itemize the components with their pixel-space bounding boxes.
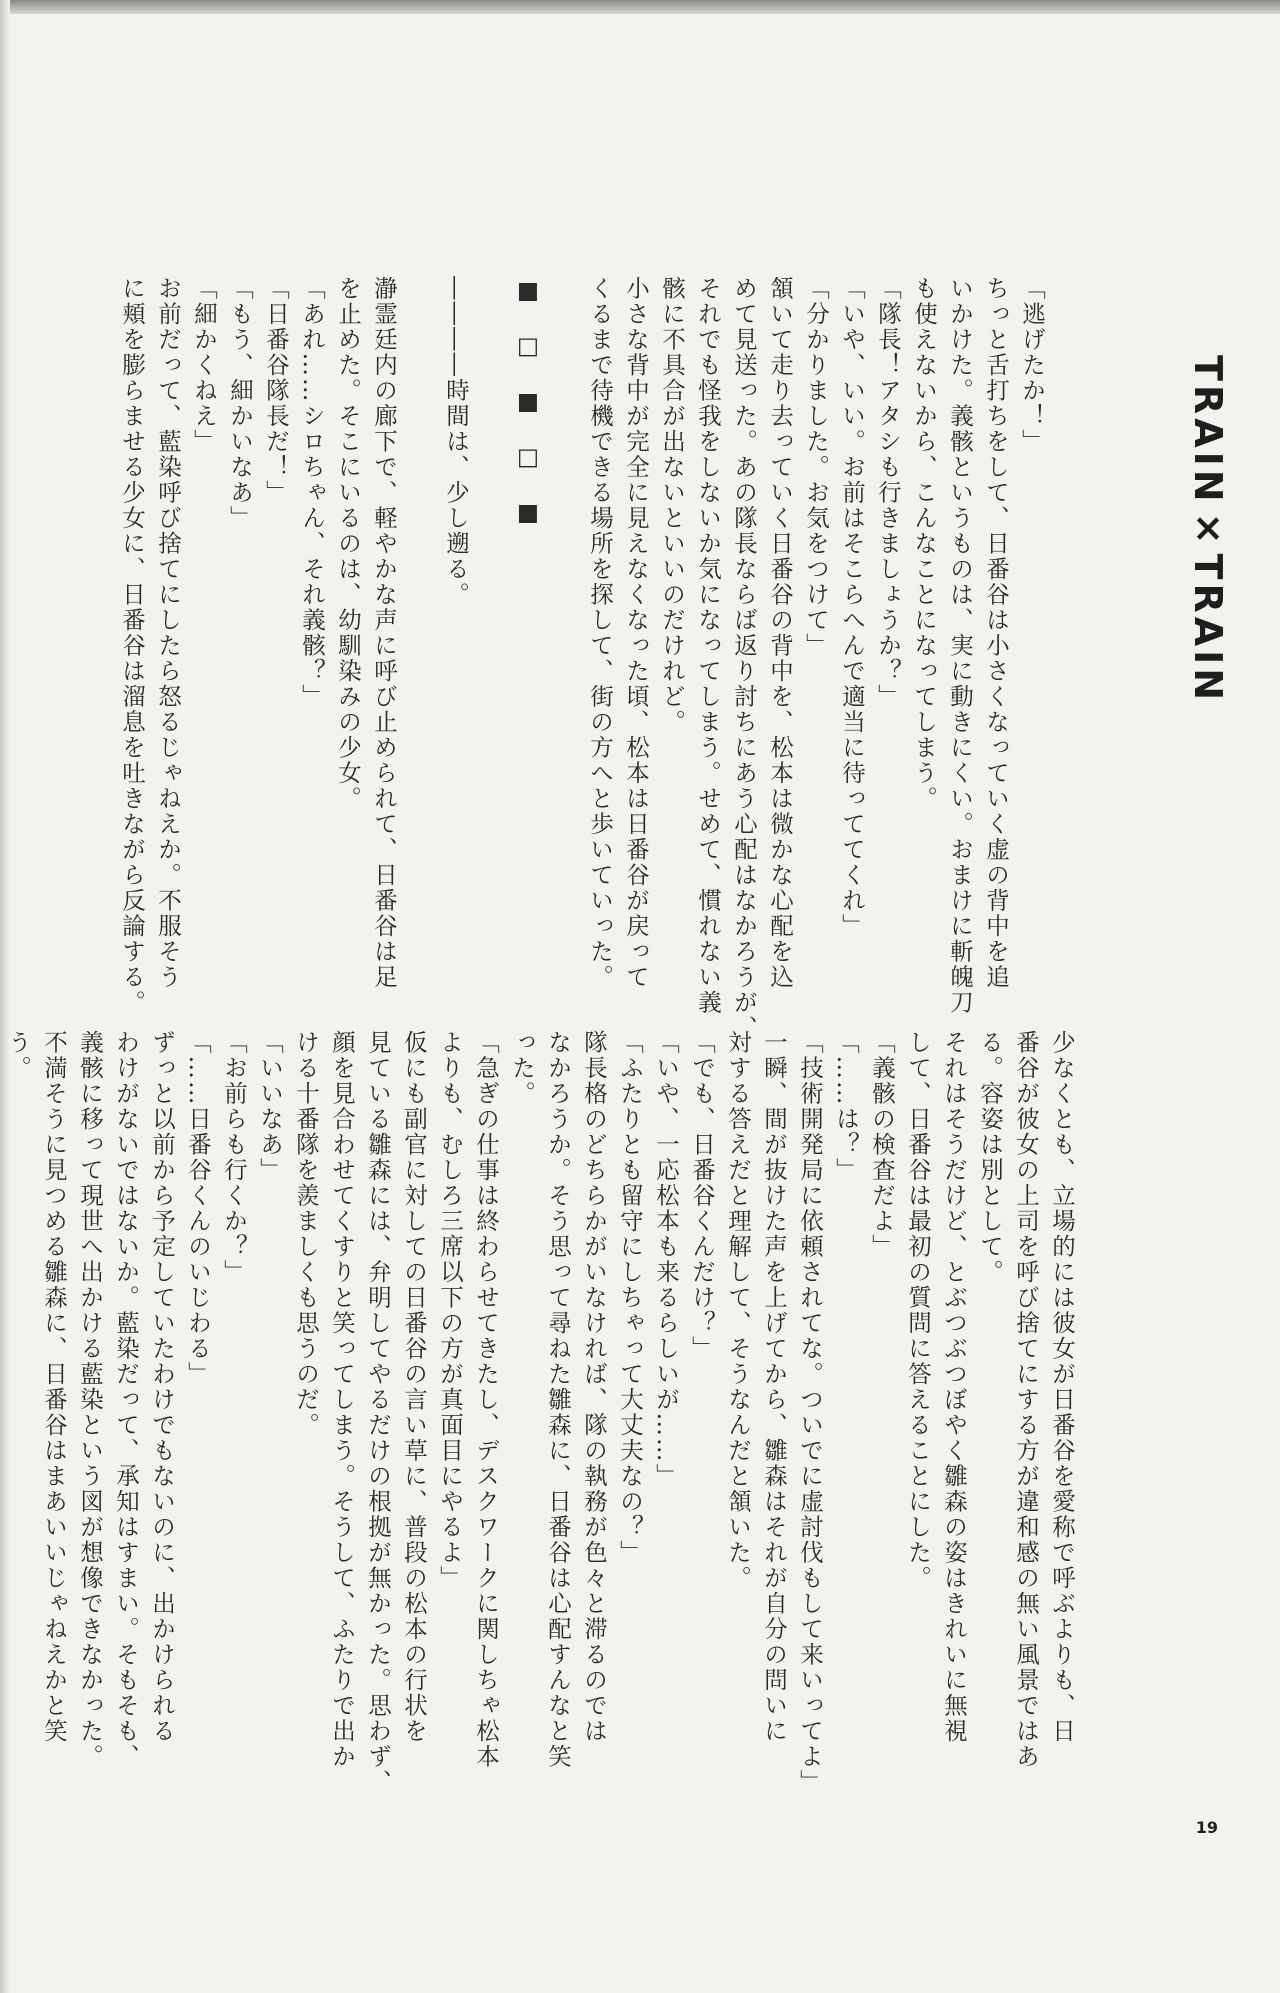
text-line: に頬を膨らませる少女に、日番谷は溜息を吐きながら反論する。 <box>118 276 146 1016</box>
text-line: 「急ぎの仕事は終わらせてきたし、デスクワークに関しちゃ松本 <box>472 1030 500 1770</box>
text-line: よりも、むしろ三席以下の方が真面目にやるよ」 <box>436 1030 464 1591</box>
text-line: も使えないから、こんなことになってしまう。 <box>910 276 938 812</box>
story-title: TRAIN×TRAIN <box>1186 355 1230 705</box>
text-line <box>402 276 438 996</box>
text-line: 義骸に移って現世へ出かける藍染という図が想像できなかった。 <box>76 1030 104 1770</box>
text-line: くるまで待機できる場所を探して、街の方へと歩いていった。 <box>586 276 614 990</box>
text-line: う。 <box>4 1030 32 1081</box>
text-line: ける十番隊を羨ましくも思うのだ。 <box>292 1030 320 1438</box>
text-line: 頷いて走り去っていく日番谷の背中を、松本は微かな心配を込 <box>766 276 794 990</box>
text-line: ■ □ ■ □ ■ <box>514 276 542 528</box>
text-line <box>474 276 510 996</box>
text-line: 仮にも副官に対しての日番谷の言い草に、普段の松本の行状を <box>400 1030 428 1744</box>
text-line: 「分かりました。お気をつけて」 <box>802 276 830 659</box>
page-left-edge <box>0 0 10 1993</box>
text-line: いかけた。義骸というものは、実に動きにくい。おまけに斬魄刀 <box>946 276 974 1016</box>
bottom-text-block <box>0 1030 1080 1795</box>
text-line: 「技術開発局に依頼されてな。ついでに虚討伐もして来いってよ」 <box>796 1030 824 1795</box>
text-line: った。 <box>508 1030 536 1107</box>
text-line: 「隊長！アタシも行きましょうか？」 <box>874 276 902 710</box>
text-line: 見ている雛森には、弁明してやるだけの根拠が無かった。思わず、 <box>364 1030 392 1795</box>
text-line: 「義骸の検査だよ」 <box>868 1030 896 1260</box>
text-line: 「お前らも行くか？」 <box>220 1030 248 1285</box>
page-number: 19 <box>1195 1818 1218 1837</box>
text-line: それでも怪我をしないか気になってしまう。せめて、慣れない義 <box>694 276 722 1016</box>
text-line: 「ふたりとも留守にしちゃって大丈夫なの？」 <box>616 1030 644 1566</box>
text-line: 顔を見合わせてくすりと笑ってしまう。そうして、ふたりで出か <box>328 1030 356 1770</box>
text-line: 「……は？」 <box>832 1030 860 1183</box>
text-line: を止めた。そこにいるのは、幼馴染みの少女。 <box>334 276 362 812</box>
text-line: ずっと以前から予定していたわけでもないのに、出かけられる <box>148 1030 176 1744</box>
text-line: 一瞬、間が抜けた声を上げてから、雛森はそれが自分の問いに <box>760 1030 788 1744</box>
text-line: お前だって、藍染呼び捨てにしたら怒るじゃねえか。不服そう <box>154 276 182 990</box>
text-line: 「……日番谷くんのいじわる」 <box>184 1030 212 1387</box>
text-line: 「もう、細かいなあ」 <box>226 276 254 531</box>
text-line: 「細かくねえ」 <box>190 276 218 455</box>
text-line: 小さな背中が完全に見えなくなった頃、松本は日番谷が戻って <box>622 276 650 990</box>
text-line: 「あれ……シロちゃん、それ義骸？」 <box>298 276 326 710</box>
text-line: 不満そうに見つめる雛森に、日番谷はまあいいじゃねえかと笑 <box>40 1030 68 1744</box>
text-line: 「逃げたか！」 <box>1018 276 1046 455</box>
text-line: る。容姿は別として。 <box>976 1030 1004 1285</box>
text-line: 「いいなあ」 <box>256 1030 284 1183</box>
text-line: めて見送った。あの隊長ならば返り討ちにあう心配はなかろうが、 <box>730 276 758 1041</box>
text-line: 少なくとも、立場的には彼女が日番谷を愛称で呼ぶよりも、日 <box>1048 1030 1076 1744</box>
text-line: 隊長格のどちらかがいなければ、隊の執務が色々と滞るのでは <box>580 1030 608 1744</box>
text-line: それはそうだけど、とぶつぶつぼやく雛森の姿はきれいに無視 <box>940 1030 968 1744</box>
page-top-edge <box>0 0 1280 14</box>
text-line: 「いや、一応松本も来るらしいが……」 <box>652 1030 680 1489</box>
text-line <box>546 276 582 996</box>
text-line: なかろうか。そう思って尋ねた雛森に、日番谷は心配すんなと笑 <box>544 1030 572 1770</box>
text-line: ――――時間は、少し遡る。 <box>442 276 470 608</box>
text-line: 「でも、日番谷くんだけ？」 <box>688 1030 716 1362</box>
text-line: わけがないではないか。藍染だって、承知はすまい。そもそも、 <box>112 1030 140 1770</box>
text-line: 瀞霊廷内の廊下で、軽やかな声に呼び止められて、日番谷は足 <box>370 276 398 990</box>
text-line: ちっと舌打ちをして、日番谷は小さくなっていく虚の背中を追 <box>982 276 1010 990</box>
text-line: 対する答えだと理解して、そうなんだと頷いた。 <box>724 1030 752 1591</box>
text-line: 「いや、いい。お前はそこらへんで適当に待っててくれ」 <box>838 276 866 939</box>
text-line: 「日番谷隊長だ！」 <box>262 276 290 506</box>
top-text-block <box>114 276 1050 1041</box>
text-line: して、日番谷は最初の質問に答えることにした。 <box>904 1030 932 1591</box>
text-line: 骸に不具合が出ないといいのだけれど。 <box>658 276 686 735</box>
text-line: 番谷が彼女の上司を呼び捨てにする方が違和感の無い風景ではあ <box>1012 1030 1040 1770</box>
